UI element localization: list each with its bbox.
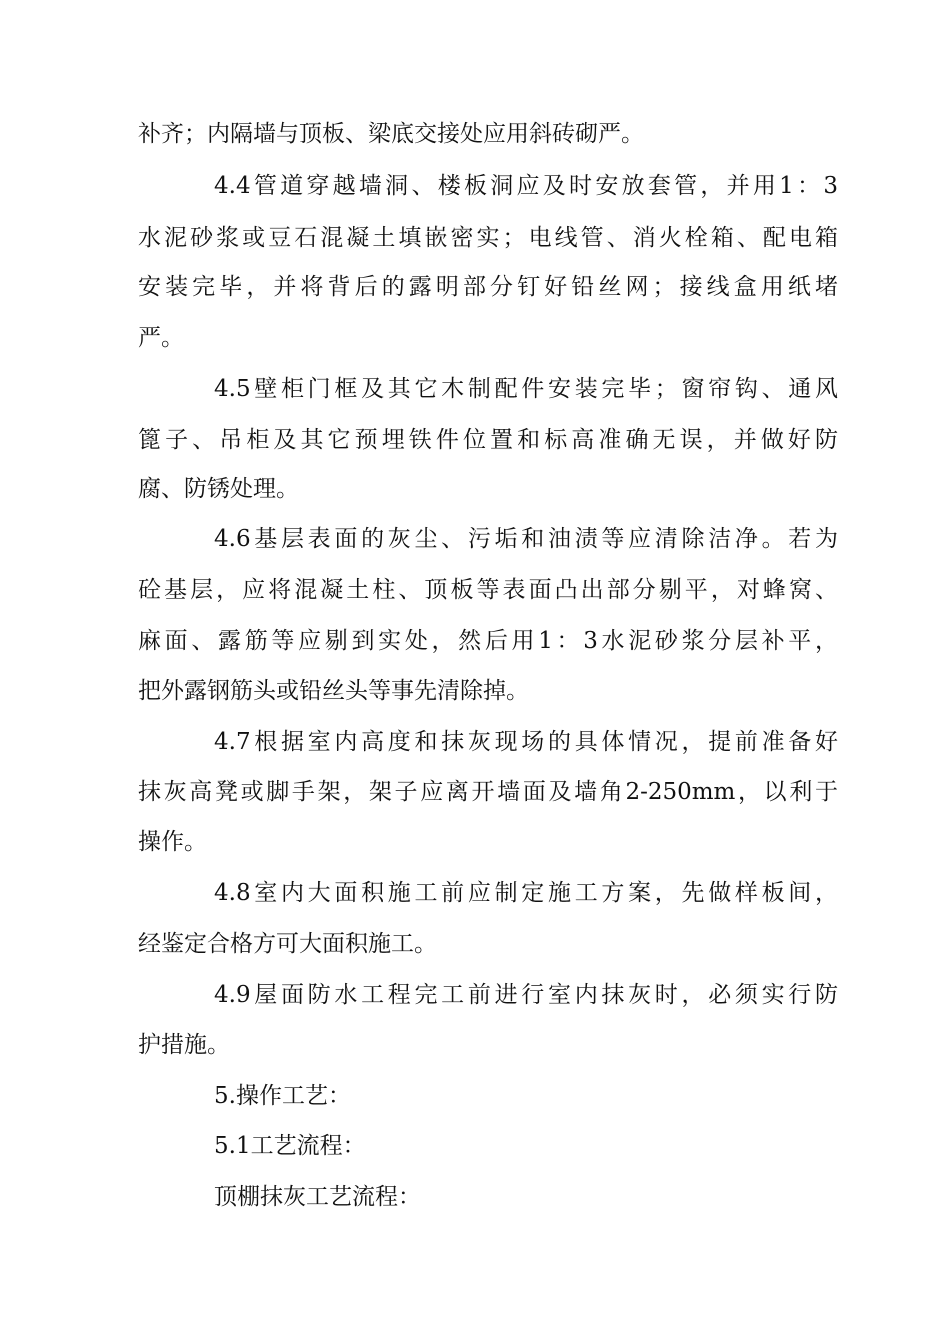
subheading-ceiling-plaster: 顶棚抹灰工艺流程： [214,1184,421,1210]
text-line: 抹灰高凳或脚手架，架子应离开墙面及墙角2-250mm，以利于 [138,779,838,805]
text-line: 严。 [138,325,184,351]
paragraph-4-7-start: 4.7根据室内高度和抹灰现场的具体情况，提前准备好 [214,729,838,755]
text-line: 经鉴定合格方可大面积施工。 [138,931,437,957]
text-line: 麻面、露筋等应剔到实处，然后用1：3水泥砂浆分层补平， [138,628,838,654]
text-line: 操作。 [138,829,207,855]
paragraph-4-9-start: 4.9屋面防水工程完工前进行室内抹灰时，必须实行防 [214,982,838,1008]
text-line: 补齐；内隔墙与顶板、梁底交接处应用斜砖砌严。 [138,121,644,147]
text-line: 安装完毕，并将背后的露明部分钉好铅丝网；接线盒用纸堵 [138,274,838,300]
paragraph-4-6-start: 4.6基层表面的灰尘、污垢和油渍等应清除洁净。若为 [214,526,838,552]
text-line: 砼基层，应将混凝土柱、顶板等表面凸出部分剔平，对蜂窝、 [138,577,838,603]
text-line: 把外露钢筋头或铅丝头等事先清除掉。 [138,678,529,704]
paragraph-4-8-start: 4.8室内大面积施工前应制定施工方案，先做样板间， [214,880,838,906]
text-line: 水泥砂浆或豆石混凝土填嵌密实；电线管、消火栓箱、配电箱 [138,225,838,251]
section-heading-5: 5.操作工艺： [214,1083,351,1109]
text-line: 腐、防锈处理。 [138,476,299,502]
text-line: 护措施。 [138,1032,230,1058]
subsection-heading-5-1: 5.1工艺流程： [214,1133,366,1159]
paragraph-4-4-start: 4.4管道穿越墙洞、楼板洞应及时安放套管，并用1：3 [214,173,838,199]
paragraph-4-5-start: 4.5壁柜门框及其它木制配件安装完毕；窗帘钩、通风 [214,376,838,402]
text-line: 篦子、吊柜及其它预埋铁件位置和标高准确无误，并做好防 [138,427,838,453]
